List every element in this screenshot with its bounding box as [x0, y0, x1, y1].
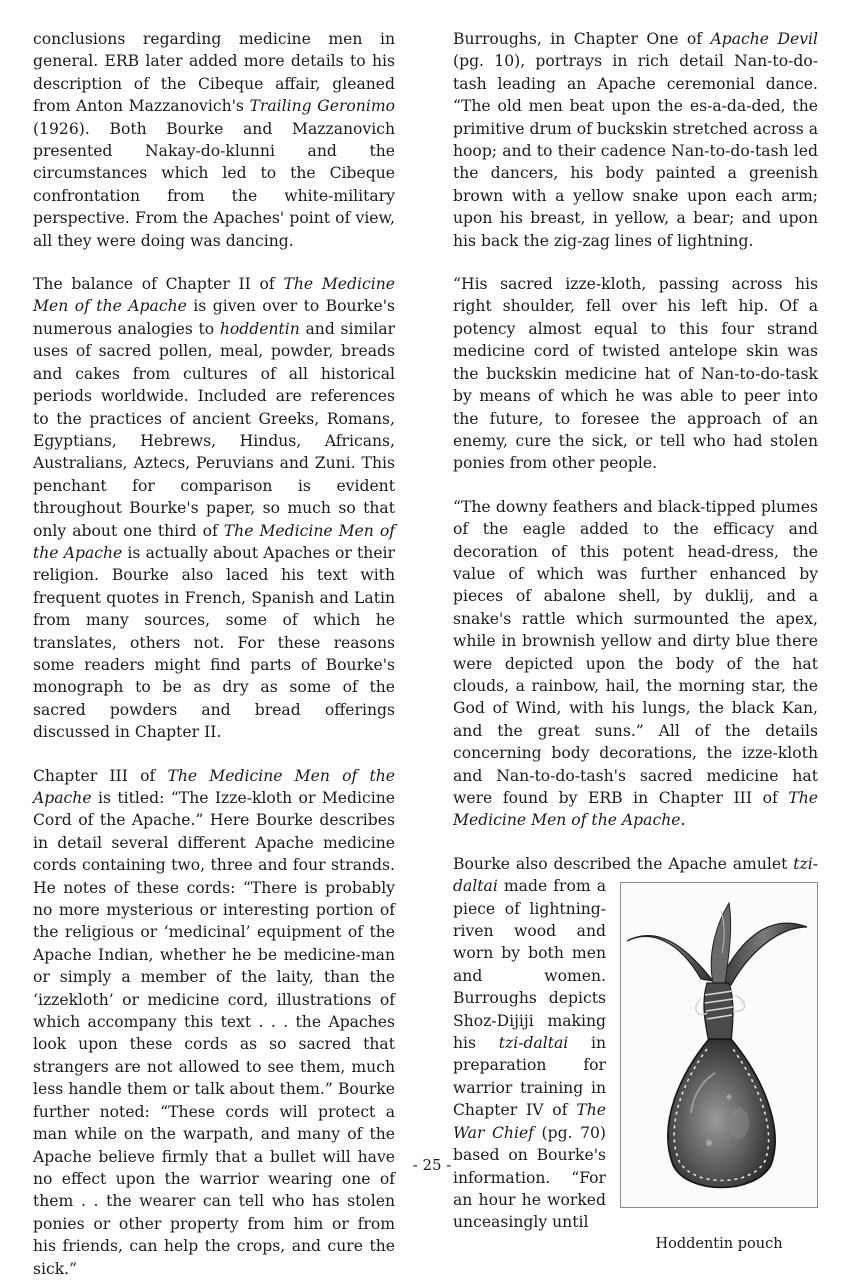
text-run: is titled: “The Izze-kloth or Medicine Cord of the Apache.” Here Bourke describes in detail several different Apache medicine cords containing two, three and four strands. He notes of these cords: “There is probably no more mysterious or interesting portion of the religious or ‘medicinal’ equipment of the Apache Indian, whether he be medicine-man or simply a member of the laity, than the ‘izzekloth’ or medicine cord, illustrations of which accompany this text . . . the Apaches look upon these cords as so sacred that strangers are not allowed to see them, much less handle them or talk about them.” Bourke further noted: “These cords will protect a man while on the warpath, and many of the Apache believe firmly that a bullet will have no effect upon the warrior wearing one of them . . the wearer can tell who has stolen ponies or other property from him or from his friends, can help the crops, and cure the sick.” — [33, 789, 395, 1278]
text-run: Chapter III of — [33, 766, 168, 785]
paragraph-amulet — [453, 853, 818, 1252]
book-title: Apache Devil — [710, 30, 818, 48]
text-run: Burroughs, in Chapter One of — [453, 30, 711, 48]
text-run: (pg. 10), portrays in rich detail Nan-to-do-tash leading an Apache ceremonial dance. “The old men beat upon the es-a-da-ded, the primitive drum of buckskin stretched across a hoop; and to their cadence Nan-to-do-tash led the dancers, his body painted a greenish brown with a yellow snake upon each arm; upon his breast, in yellow, a bear; and upon his back the zig-zag lines of lightning. — [453, 52, 818, 250]
book-title: The Medicine Men of the Apache — [453, 789, 818, 830]
text-run: made from a piece of lightning-riven wood and worn by both men and women. Burroughs depicts Shoz-Dijiji making his — [453, 877, 606, 1053]
book-title: The Medicine Men of the Apache — [33, 275, 395, 316]
text-run: in preparation for warrior training in Chapter IV of — [453, 1034, 606, 1120]
book-title: The Medicine Men of the Apache — [33, 521, 395, 562]
text-run: is actually about Apaches or their religion. Bourke also laced his text with frequent quotes in French, Spanish and Latin from many sources, some of which he translates, others not. For these reasons some readers might find parts of Bourke's monograph to be as dry as some of the sacred powders and bread offerings discussed in Chapter II. — [33, 543, 395, 742]
paragraph-cibeque — [33, 28, 395, 252]
paragraph-izze-kloth: “His sacred izze-kloth, passing across his right shoulder, fell over his left hip. Of a potency almost equal to this four strand medicine cord of twisted antelope skin was the buckskin medicine hat of Nan-to-do-task by means of which he was able to peer into the future, to foresee the approach of an enemy, cure the sick, or tell who had stolen ponies from other people. — [453, 275, 818, 473]
italic-term: tzi-daltai — [498, 1034, 569, 1053]
italic-term: tzi-daltai — [453, 854, 818, 896]
figure-caption: Hoddentin pouch — [655, 1235, 783, 1252]
text-run: . — [680, 811, 686, 830]
paragraph-apache-devil — [453, 28, 818, 252]
paragraph-chapter-ii — [33, 273, 395, 744]
left-column — [33, 28, 395, 1280]
paragraph-chapter-iii — [33, 765, 395, 1280]
book-title: Trailing Geronimo — [249, 97, 395, 116]
text-run: and similar uses of sacred pollen, meal, powder, breads and cakes from cultures of all historical periods worldwide. Included are references to the practices of ancient Greeks, Romans, Egyptians, Hebrews, Hindus, Africans, Australians, Aztecs, Peruvians and Zuni. This penchant for comparison is evident throughout Bourke's paper, so much so that only about one third of — [33, 319, 395, 540]
right-column — [453, 28, 818, 1254]
text-run: Bourke also described the Apache amulet — [453, 854, 794, 873]
book-title: The War Chief — [453, 1101, 606, 1142]
paragraph-head-dress — [453, 496, 818, 832]
text-run: conclusions regarding medicine men in general. ERB later added more details to his description of the Cibeque affair, gleaned from Anton Mazzanovich's — [33, 30, 395, 116]
page-number: - 25 - — [412, 1156, 452, 1174]
text-run: is given over to Bourke's numerous analogies to — [33, 297, 395, 338]
text-run: (1926). Both Bourke and Mazzanovich presented Nakay-do-klunni and the circumstances which led to the Cibeque confrontation from the white-military perspective. From the Apaches' point of view, all they were doing was dancing. — [33, 119, 395, 250]
book-title: The Medicine Men of the Apache — [33, 766, 395, 807]
text-run: “The downy feathers and black-tipped plumes of the eagle added to the efficacy and decoration of this potent head-dress, the value of which was further enhanced by pieces of abalone shell, by duklij, and a snake's rattle which surmounted the apex, while in brownish yellow and dirty blue there were depicted upon the body of the hat clouds, a rainbow, hail, the morning star, the God of Wind, with his lungs, the black Kan, and the great suns.” All of the details concerning body decorations, the izze-kloth and Nan-to-do-tash's sacred medicine hat were found by ERB in Chapter III of — [453, 497, 818, 807]
italic-term: hoddentin — [219, 319, 300, 338]
amulet-section — [453, 853, 818, 1252]
text-run: (pg. 70) based on Bourke's information. “For an hour he worked unceasingly until — [453, 1123, 606, 1232]
text-run: The balance of Chapter II of — [33, 275, 284, 294]
